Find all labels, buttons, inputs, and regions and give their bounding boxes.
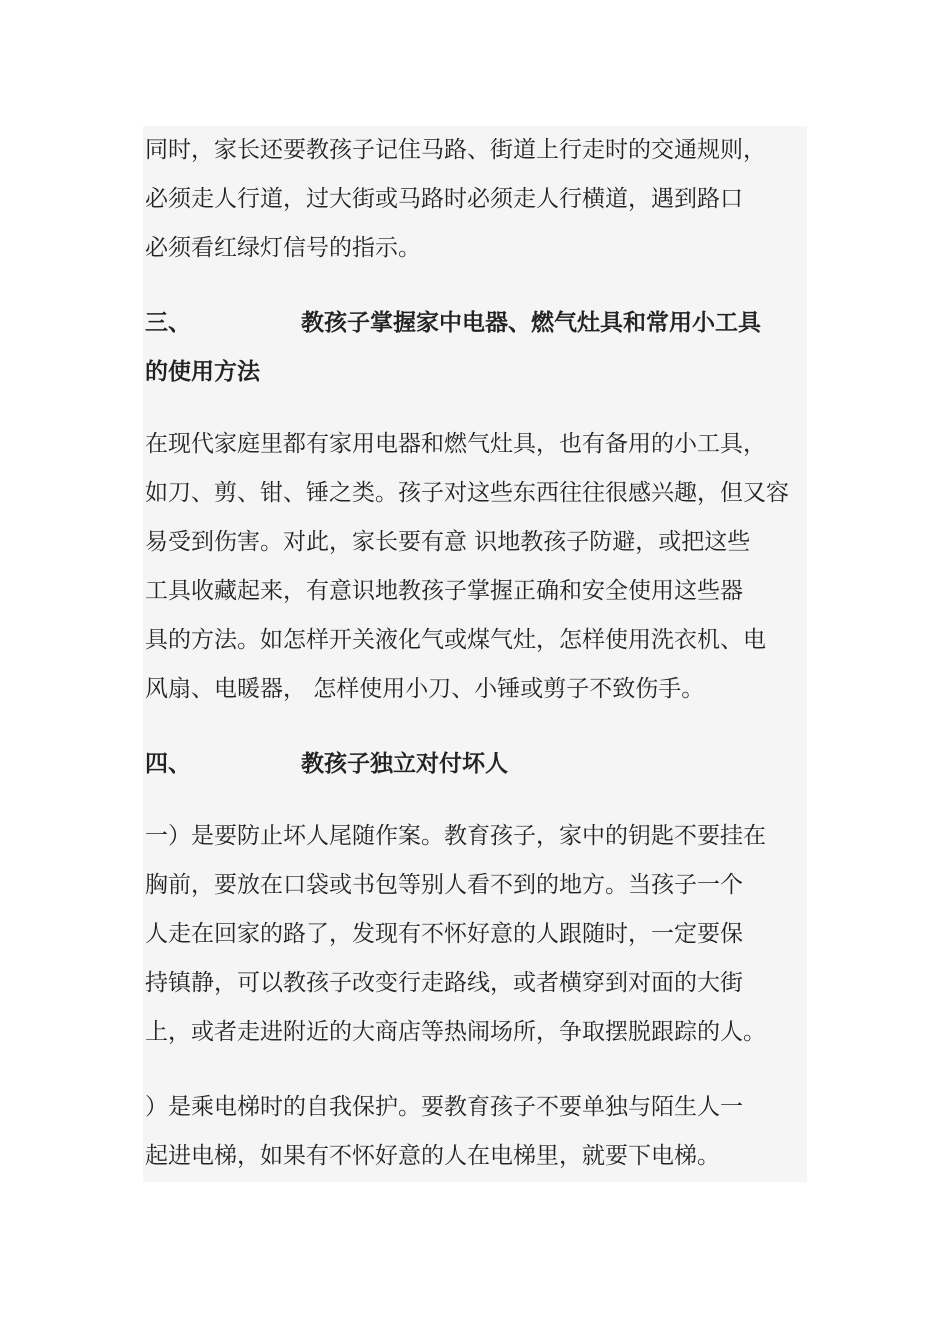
document-page	[143, 126, 807, 1182]
paragraph-elevator	[145, 1083, 835, 1181]
text-line: ）是乘电梯时的自我保护。要教育孩子不要单独与陌生人一	[145, 1094, 743, 1120]
text-line: 起进电梯，如果有不怀好意的人在电梯里，就要下电梯。	[145, 1143, 720, 1169]
heading-line: 的使用方法	[145, 358, 260, 385]
text-line: 风扇、电暖器， 怎样使用小刀、小锤或剪子不致伤手。	[145, 676, 705, 702]
heading-line	[145, 298, 805, 347]
text-line: 必须走人行道，过大街或马路时必须走人行横道，遇到路口	[145, 186, 743, 212]
heading-number: 三、	[145, 309, 191, 336]
heading-line	[145, 739, 805, 788]
paragraph-appliances	[145, 420, 835, 714]
text-line: 易受到伤害。对此，家长要有意 识地教孩子防避，或把这些	[145, 529, 751, 555]
text-line: 如刀、剪、钳、锤之类。孩子对这些东西往往很感兴趣，但又容	[145, 480, 789, 506]
text-line: 在现代家庭里都有家用电器和燃气灶具，也有备用的小工具，	[145, 431, 766, 457]
heading-number: 四、	[145, 750, 191, 777]
text-line: 人走在回家的路了，发现有不怀好意的人跟随时，一定要保	[145, 921, 743, 947]
section-heading-4	[145, 739, 805, 788]
paragraph-traffic-rules	[145, 126, 835, 273]
text-line: 持镇静，可以教孩子改变行走路线，或者横穿到对面的大街	[145, 970, 743, 996]
text-line: 胸前，要放在口袋或书包等别人看不到的地方。当孩子一个	[145, 872, 743, 898]
heading-text: 教孩子独立对付坏人	[301, 750, 508, 777]
text-line: 一）是要防止坏人尾随作案。教育孩子，家中的钥匙不要挂在	[145, 823, 766, 849]
text-line: 具的方法。如怎样开关液化气或煤气灶，怎样使用洗衣机、电	[145, 627, 766, 653]
text-line: 工具收藏起来，有意识地教孩子掌握正确和安全使用这些器	[145, 578, 743, 604]
text-line: 上，或者走进附近的大商店等热闹场所，争取摆脱跟踪的人。	[145, 1019, 766, 1045]
text-line: 必须看红绿灯信号的指示。	[145, 235, 421, 261]
text-line: 同时，家长还要教孩子记住马路、街道上行走时的交通规则，	[145, 137, 766, 163]
heading-text: 教孩子掌握家中电器、燃气灶具和常用小工具	[301, 309, 761, 336]
section-heading-3	[145, 298, 805, 396]
paragraph-followed	[145, 812, 835, 1057]
